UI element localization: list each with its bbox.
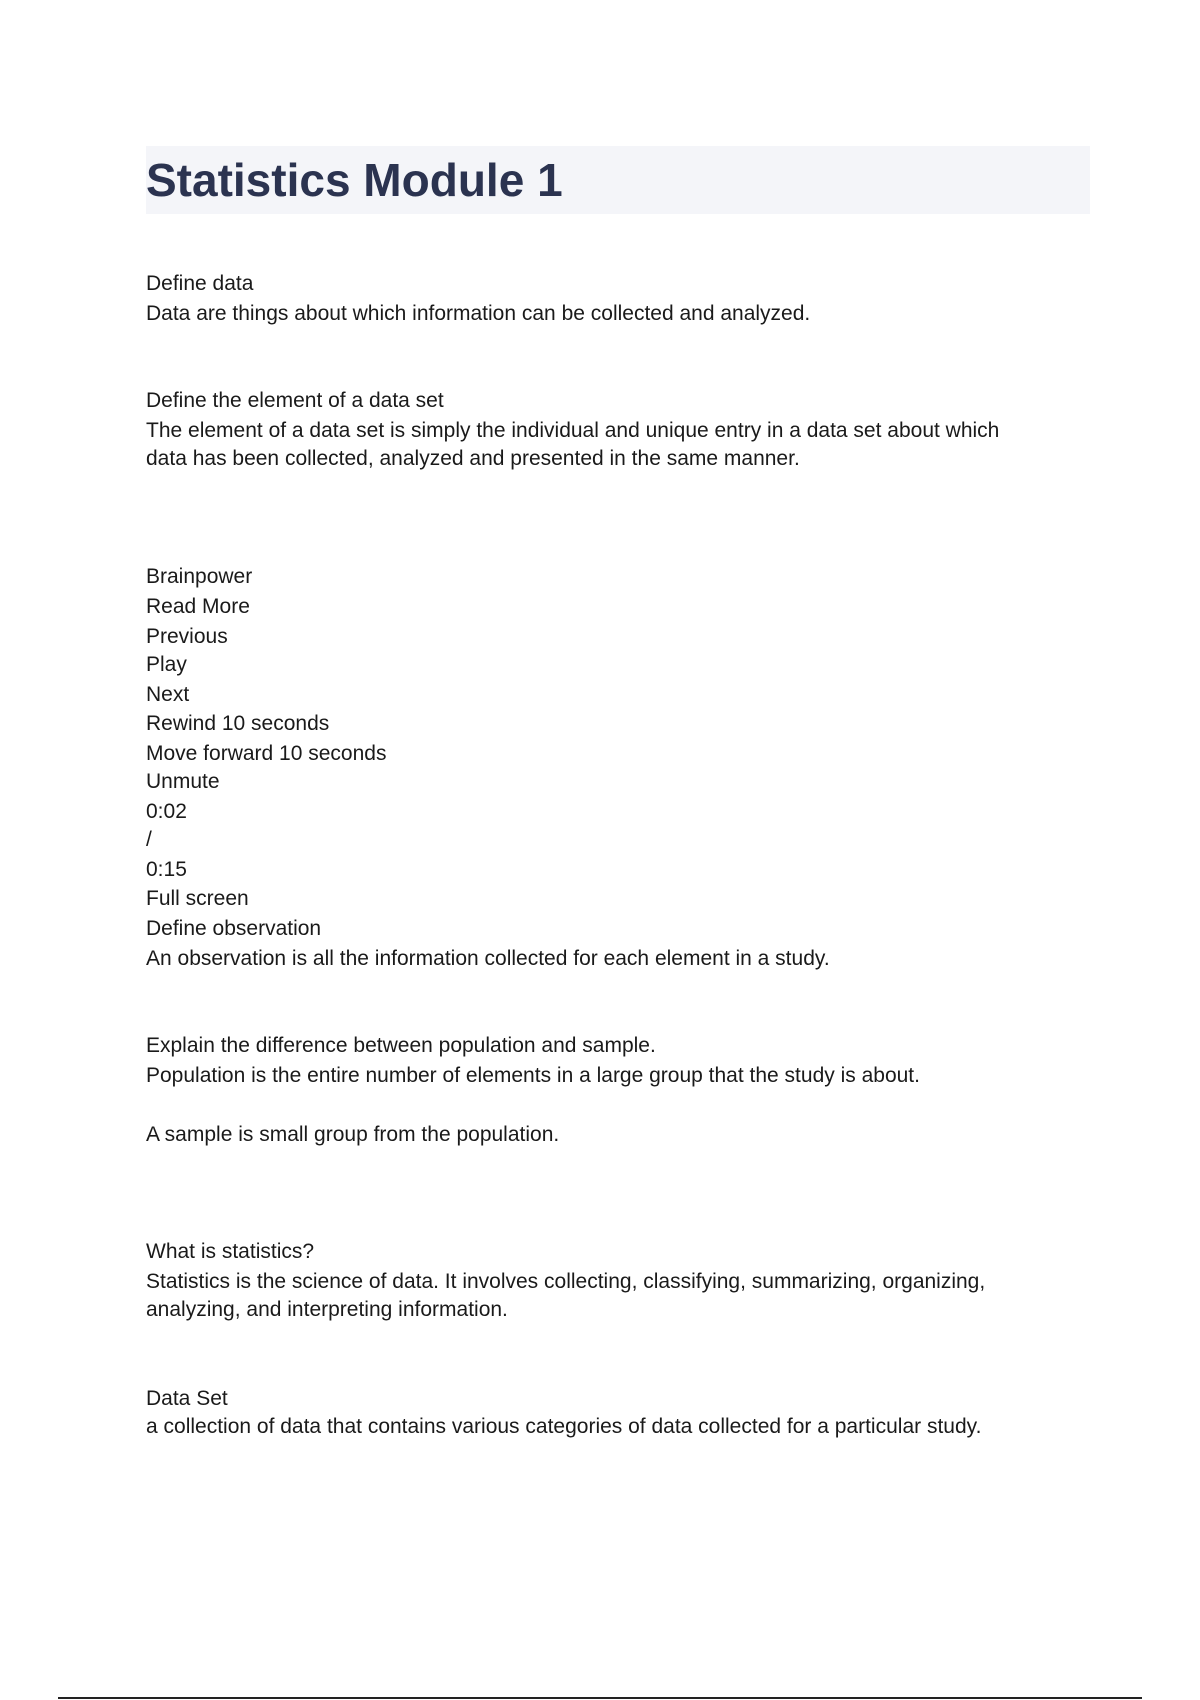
title-banner — [146, 146, 1090, 214]
answer-statistics-line-1: Statistics is the science of data. It involves collecting, classifying, summarizing, organizing, — [146, 1270, 986, 1293]
page-bottom-rule — [58, 1697, 1142, 1699]
answer-define-data: Data are things about which information can be collected and analyzed. — [146, 302, 811, 325]
question-population-sample: Explain the difference between population and sample. — [146, 1034, 656, 1057]
time-separator: / — [146, 828, 152, 851]
answer-define-element-line-1: The element of a data set is simply the individual and unique entry in a data set about which — [146, 419, 1000, 442]
rewind-button[interactable]: Rewind 10 seconds — [146, 712, 330, 735]
answer-define-observation: An observation is all the information collected for each element in a study. — [146, 947, 830, 970]
page-title: Statistics Module 1 — [146, 154, 563, 206]
player-brand-label: Brainpower — [146, 565, 253, 588]
duration: 0:15 — [146, 858, 187, 881]
question-what-is-statistics: What is statistics? — [146, 1240, 315, 1263]
previous-button[interactable]: Previous — [146, 625, 228, 648]
next-button[interactable]: Next — [146, 683, 190, 706]
answer-define-element-line-2: data has been collected, analyzed and presented in the same manner. — [146, 447, 800, 470]
read-more-link[interactable]: Read More — [146, 595, 250, 618]
fullscreen-button[interactable]: Full screen — [146, 887, 249, 910]
answer-sample: A sample is small group from the population. — [146, 1123, 560, 1146]
question-define-observation: Define observation — [146, 917, 322, 940]
forward-button[interactable]: Move forward 10 seconds — [146, 742, 387, 765]
current-time: 0:02 — [146, 800, 187, 823]
answer-population: Population is the entire number of elements in a large group that the study is about. — [146, 1064, 920, 1087]
question-define-data: Define data — [146, 272, 254, 295]
play-button[interactable]: Play — [146, 653, 187, 676]
question-define-element: Define the element of a data set — [146, 389, 444, 412]
answer-statistics-line-2: analyzing, and interpreting information. — [146, 1298, 508, 1321]
answer-data-set: a collection of data that contains various categories of data collected for a particular study. — [146, 1415, 982, 1438]
unmute-button[interactable]: Unmute — [146, 770, 220, 793]
question-data-set: Data Set — [146, 1387, 228, 1410]
